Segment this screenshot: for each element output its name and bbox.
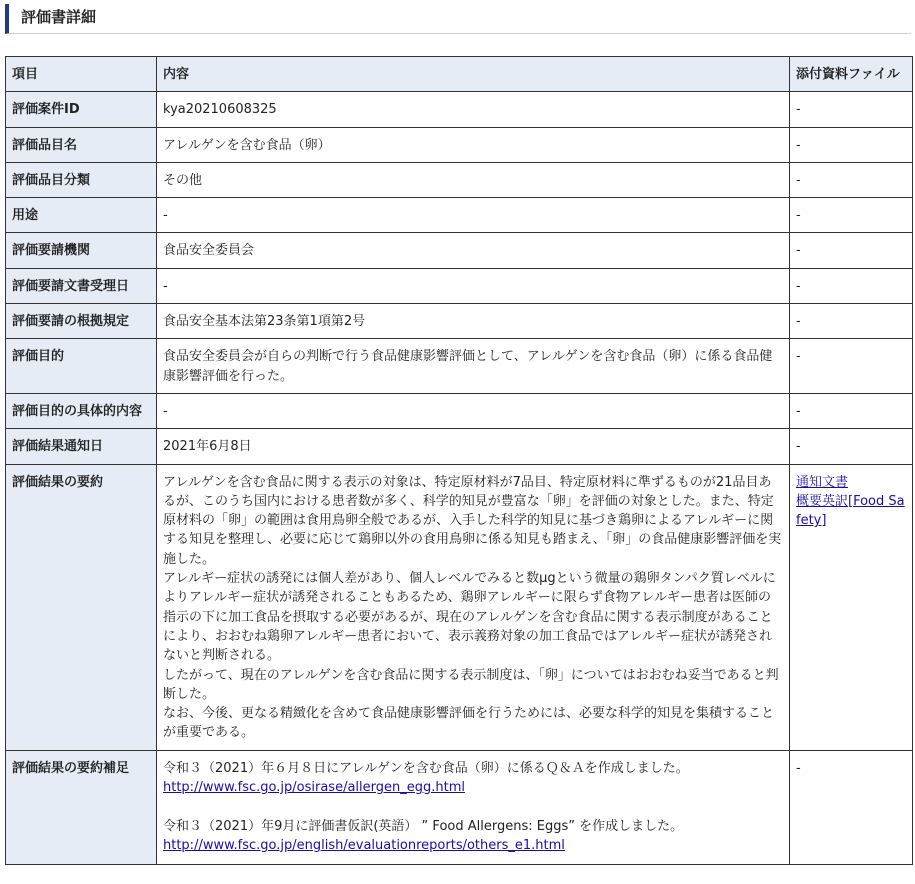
attachment-cell: -: [790, 162, 913, 197]
allergen-egg-qa-link[interactable]: http://www.fsc.go.jp/osirase/allergen_egg.html: [163, 780, 465, 796]
case-id-value: kya20210608325: [157, 92, 790, 127]
row-label: 評価案件ID: [6, 92, 157, 127]
table-row: [6, 268, 913, 303]
evaluation-detail-table: [5, 56, 913, 865]
summary-paragraph: アレルゲンを含む食品に関する表示の対象は、特定原材料が7品目、特定原材料に準ずるものが21品目あるが、このうち国内における患者数が多く、科学的知見が豊富な「卵」を評価の対象とした。また、特定原材料の「卵」の範囲は食用鳥卵全般であるが、入手した科学的知見に基づき鶏卵によるアレルギーに関する知見を整理し、必要に応じて鶏卵以外の食用鳥卵に係る知見も踏まえ、「卵」の食品健康影響評価を実施した。: [163, 474, 782, 567]
row-label: 評価結果通知日: [6, 429, 157, 464]
row-label: 評価目的: [6, 339, 157, 394]
attachment-cell: -: [790, 127, 913, 162]
summary-value: [157, 464, 790, 750]
table-row: [6, 339, 913, 394]
summary-paragraph: したがって、現在のアレルゲンを含む食品に関する表示制度は、「卵」についてはおおむね妥当であると判断した。: [163, 667, 779, 702]
item-name-value: アレルゲンを含む食品（卵）: [157, 127, 790, 162]
row-label: 用途: [6, 198, 157, 233]
attachment-cell: -: [790, 304, 913, 339]
table-row: [6, 233, 913, 268]
attachment-cell: -: [790, 198, 913, 233]
attachment-cell: -: [790, 750, 913, 864]
supplement-value: [157, 750, 790, 864]
requesting-org-value: 食品安全委員会: [157, 233, 790, 268]
supplement-line: 令和３（2021）年9月に評価書仮訳(英語） ” Food Allergens: Eggs” を作成しました。: [163, 818, 684, 834]
spacer: [163, 797, 783, 816]
supplement-line: 令和３（2021）年６月８日にアレルゲンを含む食品（卵）に係るＱ＆Ａを作成しました。: [163, 760, 689, 776]
notification-date-value: 2021年6月8日: [157, 429, 790, 464]
legal-basis-value: 食品安全基本法第23条第1項第2号: [157, 304, 790, 339]
row-label: 評価要請の根拠規定: [6, 304, 157, 339]
attachment-cell: [790, 464, 913, 750]
usage-value: -: [157, 198, 790, 233]
specific-purpose-value: -: [157, 393, 790, 428]
english-summary-link[interactable]: 概要英訳[Food Safety]: [796, 493, 905, 529]
english-report-link[interactable]: http://www.fsc.go.jp/english/evaluationreports/others_e1.html: [163, 837, 565, 853]
row-label: 評価品目分類: [6, 162, 157, 197]
summary-paragraph: アレルギー症状の誘発には個人差があり、個人レベルでみると数μgという微量の鶏卵タンパク質レベルによりアレルギー症状が誘発されることもあるため、鶏卵アレルギーに限らず食物アレルギー患者は医師の指示の下に加工食品を摂取する必要があるが、現在のアレルゲンを含む食品に関する表示制度があることにより、おおむね鶏卵アレルギー患者において、表示義務対象の加工食品ではアレルギー症状が誘発されないと判断される。: [163, 571, 776, 664]
receipt-date-value: -: [157, 268, 790, 303]
row-label: 評価要請文書受理日: [6, 268, 157, 303]
purpose-value: 食品安全委員会が自らの判断で行う食品健康影響評価として、アレルゲンを含む食品（卵）に係る食品健康影響評価を行った。: [157, 339, 790, 394]
table-row: [6, 393, 913, 428]
row-label: 評価結果の要約: [6, 464, 157, 750]
classification-value: その他: [157, 162, 790, 197]
table-row: [6, 429, 913, 464]
header-attachment: 添付資料ファイル: [790, 57, 913, 92]
attachment-cell: -: [790, 233, 913, 268]
table-row: [6, 127, 913, 162]
attachment-cell: -: [790, 339, 913, 394]
attachment-cell: -: [790, 393, 913, 428]
row-label: 評価結果の要約補足: [6, 750, 157, 864]
table-header-row: [6, 57, 913, 92]
table-row: [6, 92, 913, 127]
header-content: 内容: [157, 57, 790, 92]
summary-paragraph: なお、今後、更なる精緻化を含めて食品健康影響評価を行うためには、必要な科学的知見を集積することが重要である。: [163, 706, 775, 741]
header-item: 項目: [6, 57, 157, 92]
attachment-cell: -: [790, 92, 913, 127]
attachment-cell: -: [790, 429, 913, 464]
table-row: [6, 750, 913, 864]
attachment-cell: -: [790, 268, 913, 303]
table-row: [6, 304, 913, 339]
row-label: 評価品目名: [6, 127, 157, 162]
row-label: 評価要請機関: [6, 233, 157, 268]
table-row: [6, 162, 913, 197]
notice-document-link[interactable]: 通知文書: [796, 474, 849, 490]
page-title: 評価書詳細: [5, 4, 911, 34]
row-label: 評価目的の具体的内容: [6, 393, 157, 428]
table-row: [6, 464, 913, 750]
table-row: [6, 198, 913, 233]
